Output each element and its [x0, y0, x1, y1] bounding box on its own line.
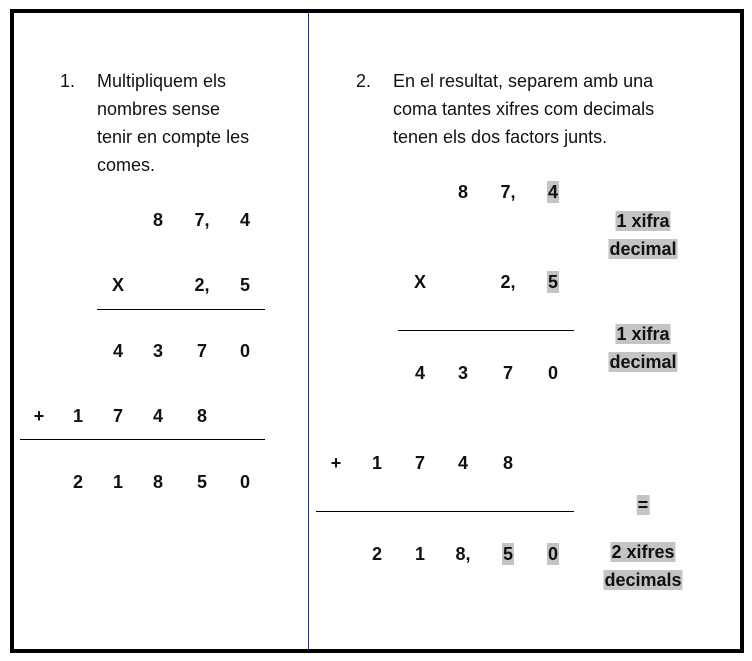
sum-line — [316, 511, 574, 512]
digit: 0 — [239, 472, 251, 492]
step-2-number: 2. — [356, 71, 372, 91]
digit: 7 — [502, 363, 514, 383]
digit: 2 — [72, 472, 84, 492]
label-line: decimal — [609, 352, 677, 372]
step-1-line: tenir en compte les — [97, 127, 250, 147]
multiply-sign: X — [413, 272, 427, 292]
label-line: decimals — [604, 570, 682, 590]
label-second-factor-decimals — [608, 320, 677, 376]
step-1-line: comes. — [97, 155, 156, 175]
product-line — [97, 309, 265, 310]
digit: 4 — [112, 341, 124, 361]
digit: 1 — [414, 544, 426, 564]
digit: 5 — [239, 275, 251, 295]
step-2-line: En el resultat, separem amb una — [393, 71, 654, 91]
step-2-instruction — [356, 67, 736, 157]
digit: 8 — [196, 406, 208, 426]
label-line: 1 xifra — [616, 324, 670, 344]
digit: 8 — [152, 210, 164, 230]
digit: 1 — [72, 406, 84, 426]
digit: 1 — [112, 472, 124, 492]
digit: 7, — [194, 210, 210, 230]
digit: 7 — [196, 341, 208, 361]
digit: 2, — [500, 272, 516, 292]
equals-sign: = — [637, 495, 649, 515]
label-line: 1 xifra — [616, 211, 670, 231]
digit: 2, — [194, 275, 210, 295]
digit: 4 — [414, 363, 426, 383]
highlighted-decimal-digit: 4 — [547, 182, 559, 202]
digit: 0 — [239, 341, 251, 361]
digit: 3 — [152, 341, 164, 361]
digit: 4 — [152, 406, 164, 426]
step-2-line: coma tantes xifres com decimals — [393, 99, 655, 119]
multiply-sign: X — [111, 275, 125, 295]
step-2-line: tenen els dos factors junts. — [393, 127, 608, 147]
digit: 3 — [457, 363, 469, 383]
label-equals — [637, 491, 650, 519]
plus-sign: + — [330, 453, 342, 473]
digit: 7, — [500, 182, 516, 202]
label-line: 2 xifres — [611, 542, 675, 562]
digit: 8 — [502, 453, 514, 473]
digit: 8, — [455, 544, 471, 564]
step-1-number: 1. — [60, 71, 76, 91]
digit: 8 — [457, 182, 469, 202]
step-1-instruction — [60, 67, 270, 187]
step-1-line: nombres sense — [97, 99, 221, 119]
plus-sign: + — [33, 406, 45, 426]
digit: 2 — [371, 544, 383, 564]
highlighted-decimal-digit: 0 — [547, 544, 559, 564]
digit: 0 — [547, 363, 559, 383]
label-first-factor-decimals — [608, 207, 677, 263]
digit: 1 — [371, 453, 383, 473]
step-1-line: Multipliquem els — [97, 71, 227, 91]
label-line: decimal — [609, 239, 677, 259]
highlighted-decimal-digit: 5 — [502, 544, 514, 564]
digit: 8 — [152, 472, 164, 492]
column-divider — [308, 13, 309, 649]
sum-line — [20, 439, 265, 440]
label-result-decimals — [603, 538, 682, 594]
digit: 4 — [239, 210, 251, 230]
digit: 4 — [457, 453, 469, 473]
highlighted-decimal-digit: 5 — [547, 272, 559, 292]
digit: 7 — [112, 406, 124, 426]
digit: 5 — [196, 472, 208, 492]
digit: 7 — [414, 453, 426, 473]
product-line — [398, 330, 574, 331]
